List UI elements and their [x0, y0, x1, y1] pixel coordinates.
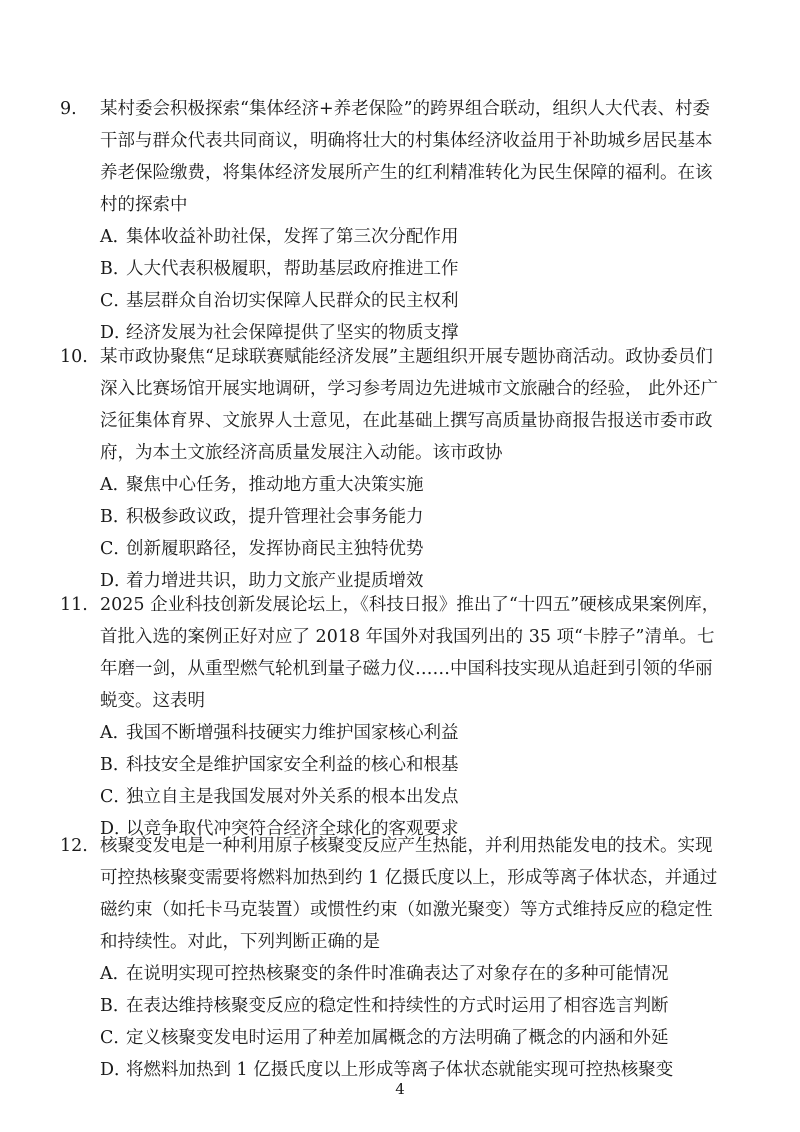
option-letter: B．: [100, 507, 131, 527]
option-letter: B．: [100, 755, 131, 775]
option-text: 以竞争取代冲突符合经济全球化的客观要求: [126, 819, 459, 839]
option-list: [60, 717, 720, 845]
option-c: [60, 533, 720, 565]
option-c: [60, 1022, 720, 1054]
option-letter: A．: [100, 723, 131, 743]
option-a: [60, 221, 720, 253]
option-text: 经济发展为社会保障提供了坚实的物质支撑: [126, 323, 459, 343]
option-list: [60, 469, 720, 597]
option-c: [60, 781, 720, 813]
option-b: [60, 990, 720, 1022]
option-letter: C．: [100, 539, 131, 559]
question-text: 2025 企业科技创新发展论坛上，《科技日报》推出了“十四五”硬核成果案例库，首批入选的案例正好对应了 2018 年国外对我国列出的 35 项“卡脖子”清单。七年磨一剑，从重型燃气轮机到量子磁力仪……中国科技实现从追赶到引领的华丽蜕变。这表明: [100, 595, 720, 711]
option-letter: A．: [100, 227, 131, 247]
question-stem: [60, 93, 720, 221]
option-letter: D．: [100, 819, 132, 839]
question-10: [60, 341, 720, 597]
option-text: 人大代表积极履职，帮助基层政府推进工作: [126, 259, 459, 279]
question-stem: [60, 589, 720, 717]
option-text: 在表达维持核聚变反应的稳定性和持续性的方式时运用了相容选言判断: [126, 996, 669, 1016]
question-number: 10.: [60, 347, 88, 367]
question-number: 12.: [60, 836, 88, 856]
option-letter: D．: [100, 323, 132, 343]
option-text: 创新履职路径，发挥协商民主独特优势: [126, 539, 424, 559]
option-list: [60, 958, 720, 1086]
option-letter: C．: [100, 1028, 131, 1048]
option-text: 定义核聚变发电时运用了种差加属概念的方法明确了概念的内涵和外延: [126, 1028, 669, 1048]
option-text: 独立自主是我国发展对外关系的根本出发点: [126, 787, 459, 807]
option-text: 我国不断增强科技硬实力维护国家核心利益: [126, 723, 459, 743]
question-stem: [60, 830, 720, 958]
option-text: 聚焦中心任务，推动地方重大决策实施: [126, 475, 424, 495]
option-a: [60, 469, 720, 501]
question-number: 11.: [60, 595, 88, 615]
option-letter: A．: [100, 964, 131, 984]
option-text: 着力增进共识，助力文旅产业提质增效: [126, 571, 424, 591]
option-letter: C．: [100, 787, 131, 807]
option-c: [60, 285, 720, 317]
option-b: [60, 749, 720, 781]
option-letter: B．: [100, 996, 131, 1016]
option-b: [60, 253, 720, 285]
question-text: 核聚变发电是一种利用原子核聚变反应产生热能，并利用热能发电的技术。实现可控热核聚变需要将燃料加热到约 1 亿摄氏度以上，形成等离子体状态，并通过磁约束（如托卡马克装置）或惯性约束（如激光聚变）等方式维持反应的稳定性和持续性。对此，下列判断正确的是: [100, 836, 718, 952]
question-12: [60, 830, 720, 1086]
question-11: [60, 589, 720, 845]
option-text: 在说明实现可控热核聚变的条件时准确表达了对象存在的多种可能情况: [126, 964, 669, 984]
option-a: [60, 717, 720, 749]
page-number: 4: [395, 1080, 405, 1098]
question-number: 9.: [60, 99, 77, 119]
option-letter: B．: [100, 259, 131, 279]
question-text: 某市政协聚焦“足球联赛赋能经济发展”主题组织开展专题协商活动。政协委员们深入比赛场馆开展实地调研，学习参考周边先进城市文旅融合的经验， 此外还广泛征集体育界、文旅界人士意见，在此基础上撰写高质量协商报告报送市委市政府，为本土文旅经济高质量发展注入动能。该市政协: [100, 347, 719, 463]
option-text: 基层群众自治切实保障人民群众的民主权利: [126, 291, 459, 311]
option-letter: A．: [100, 475, 131, 495]
option-b: [60, 501, 720, 533]
option-a: [60, 958, 720, 990]
option-text: 积极参政议政，提升管理社会事务能力: [126, 507, 424, 527]
option-text: 科技安全是维护国家安全利益的核心和根基: [126, 755, 459, 775]
option-text: 将燃料加热到 1 亿摄氏度以上形成等离子体状态就能实现可控热核聚变: [126, 1060, 674, 1080]
question-text: 某村委会积极探索“集体经济+养老保险”的跨界组合联动，组织人大代表、村委干部与群众代表共同商议，明确将壮大的村集体经济收益用于补助城乡居民基本养老保险缴费，将集体经济发展所产生的红利精准转化为民生保障的福利。在该村的探索中: [100, 99, 713, 215]
option-letter: D．: [100, 571, 132, 591]
question-stem: [60, 341, 720, 469]
option-letter: C．: [100, 291, 131, 311]
option-list: [60, 221, 720, 349]
option-text: 集体收益补助社保，发挥了第三次分配作用: [126, 227, 459, 247]
question-9: [60, 93, 720, 349]
option-letter: D．: [100, 1060, 132, 1080]
